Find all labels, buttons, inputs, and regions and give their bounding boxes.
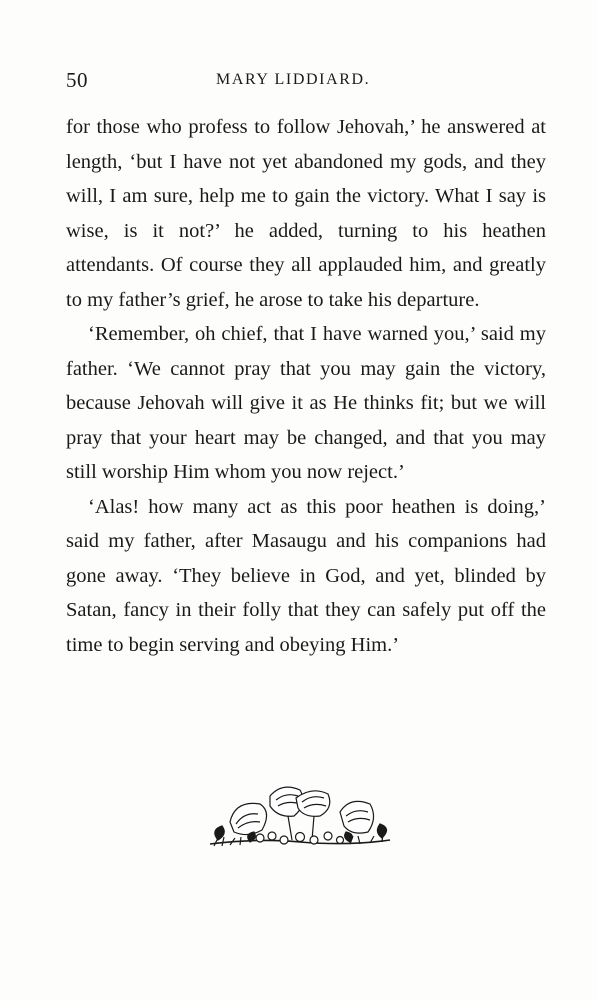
floral-tailpiece-icon: [200, 782, 400, 862]
paragraph-continued: for those who profess to follow Jehovah,’ he answered at length, ‘but I have not yet abandoned my gods, and they will, I am sure, help me to gain the victory. What I say is wise, is it not?’ he added, turning to his heathen attendants. Of course they all applauded him, and greatly to my father’s grief, he arose to take his departure.: [66, 116, 546, 311]
paragraph-alas: ‘Alas! how many act as this poor heathen is doing,’ said my father, after Masaugu and his companions had gone away. ‘They believe in God, and yet, blinded by Satan, fancy in their folly that they can safely put off the time to begin serving and obeying Him.’: [66, 495, 546, 656]
page-number: 50: [66, 68, 88, 92]
running-head: [66, 68, 546, 96]
body-text: [66, 110, 546, 662]
paragraph-warning: ‘Remember, oh chief, that I have warned you,’ said my father. ‘We cannot pray that you may gain the victory, because Jehovah will give it as He thinks fit; but we will pray that your heart may be changed, and that you may still worship Him whom you now reject.’: [66, 323, 546, 483]
running-title: MARY LIDDIARD.: [216, 71, 371, 88]
